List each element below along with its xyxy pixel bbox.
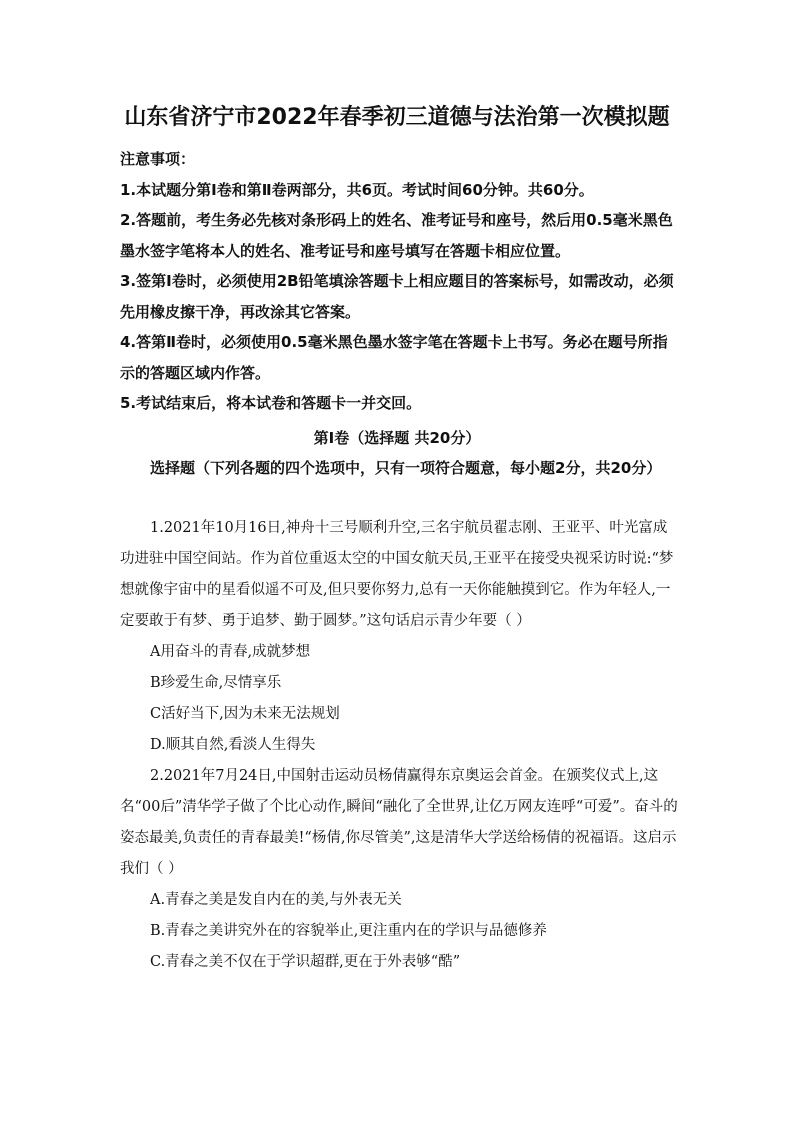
questions-list: [120, 513, 680, 978]
question-stem: 1.2021年10月16日,神舟十三号顺利升空,三名宇航员翟志刚、王亚平、叶光富成功进驻中国空间站。作为首位重返太空的中国女航天员,王亚平在接受央视采访时说:“梦想就像宇宙中的星看似遥不可及,但只要你努力,总有一天你能触摸到它。作为年轻人,一定要敢于有梦、勇于追梦、勤于圆梦。”这句话启示青少年要（ ）: [120, 520, 674, 629]
note-item: 3.签第Ⅰ卷时，必须使用2B铅笔填涂答题卡上相应题目的答案标号，如需改动，必须先用橡皮擦干净，再改涂其它答案。: [120, 272, 674, 321]
note-item: 4.答第Ⅱ卷时，必须使用0.5毫米黑色墨水签字笔在答题卡上书写。务必在题号所指示的答题区域内作答。: [120, 333, 668, 382]
exam-title: 山东省济宁市2022年春季初三道德与法治第一次模拟题: [124, 105, 670, 130]
option-a: A.青春之美是发自内在的美,与外表无关: [150, 892, 402, 908]
question-1: [120, 513, 680, 761]
option-c: C活好当下,因为未来无法规划: [150, 706, 340, 722]
section-title: 第Ⅰ卷（选择题 共20分）: [313, 429, 481, 447]
note-item: 5.考试结束后，将本试卷和答题卡一并交回。: [120, 394, 422, 412]
option-d: D.顺其自然,看淡人生得失: [150, 737, 316, 753]
note-item: 1.本试题分第Ⅰ卷和第Ⅱ卷两部分，共6页。考试时间60分钟。共60分。: [120, 180, 594, 199]
option-c: C.青春之美不仅在于学识超群,更在于外表够“酷”: [150, 954, 461, 970]
question-stem: 2.2021年7月24日,中国射击运动员杨倩赢得东京奥运会首金。在颁奖仪式上,这名“00后”清华学子做了个比心动作,瞬间“融化了全世界,让亿万网友连呼“可爱”。奋斗的姿态最美,负责任的青春最美!“杨倩,你尽管美”,这是清华大学送给杨倩的祝福语。这启示我们（ ）: [120, 768, 678, 877]
notes-section: [120, 144, 680, 419]
note-item: 2.答题前，考生务必先核对条形码上的姓名、准考证号和座号，然后用0.5毫米黑色墨水签字笔将本人的姓名、准考证号和座号填写在答题卡相应位置。: [120, 211, 673, 260]
option-a: A用奋斗的青春,成就梦想: [150, 644, 311, 660]
section-instruction: 选择题（下列各题的四个选项中，只有一项符合题意，每小题2分，共20分）: [150, 459, 662, 477]
notes-heading: 注意事项：: [120, 150, 196, 168]
question-2: [120, 761, 680, 978]
option-b: B珍爱生命,尽情享乐: [150, 675, 282, 691]
option-b: B.青春之美讲究外在的容貌举止,更注重内在的学识与品德修养: [150, 923, 547, 939]
